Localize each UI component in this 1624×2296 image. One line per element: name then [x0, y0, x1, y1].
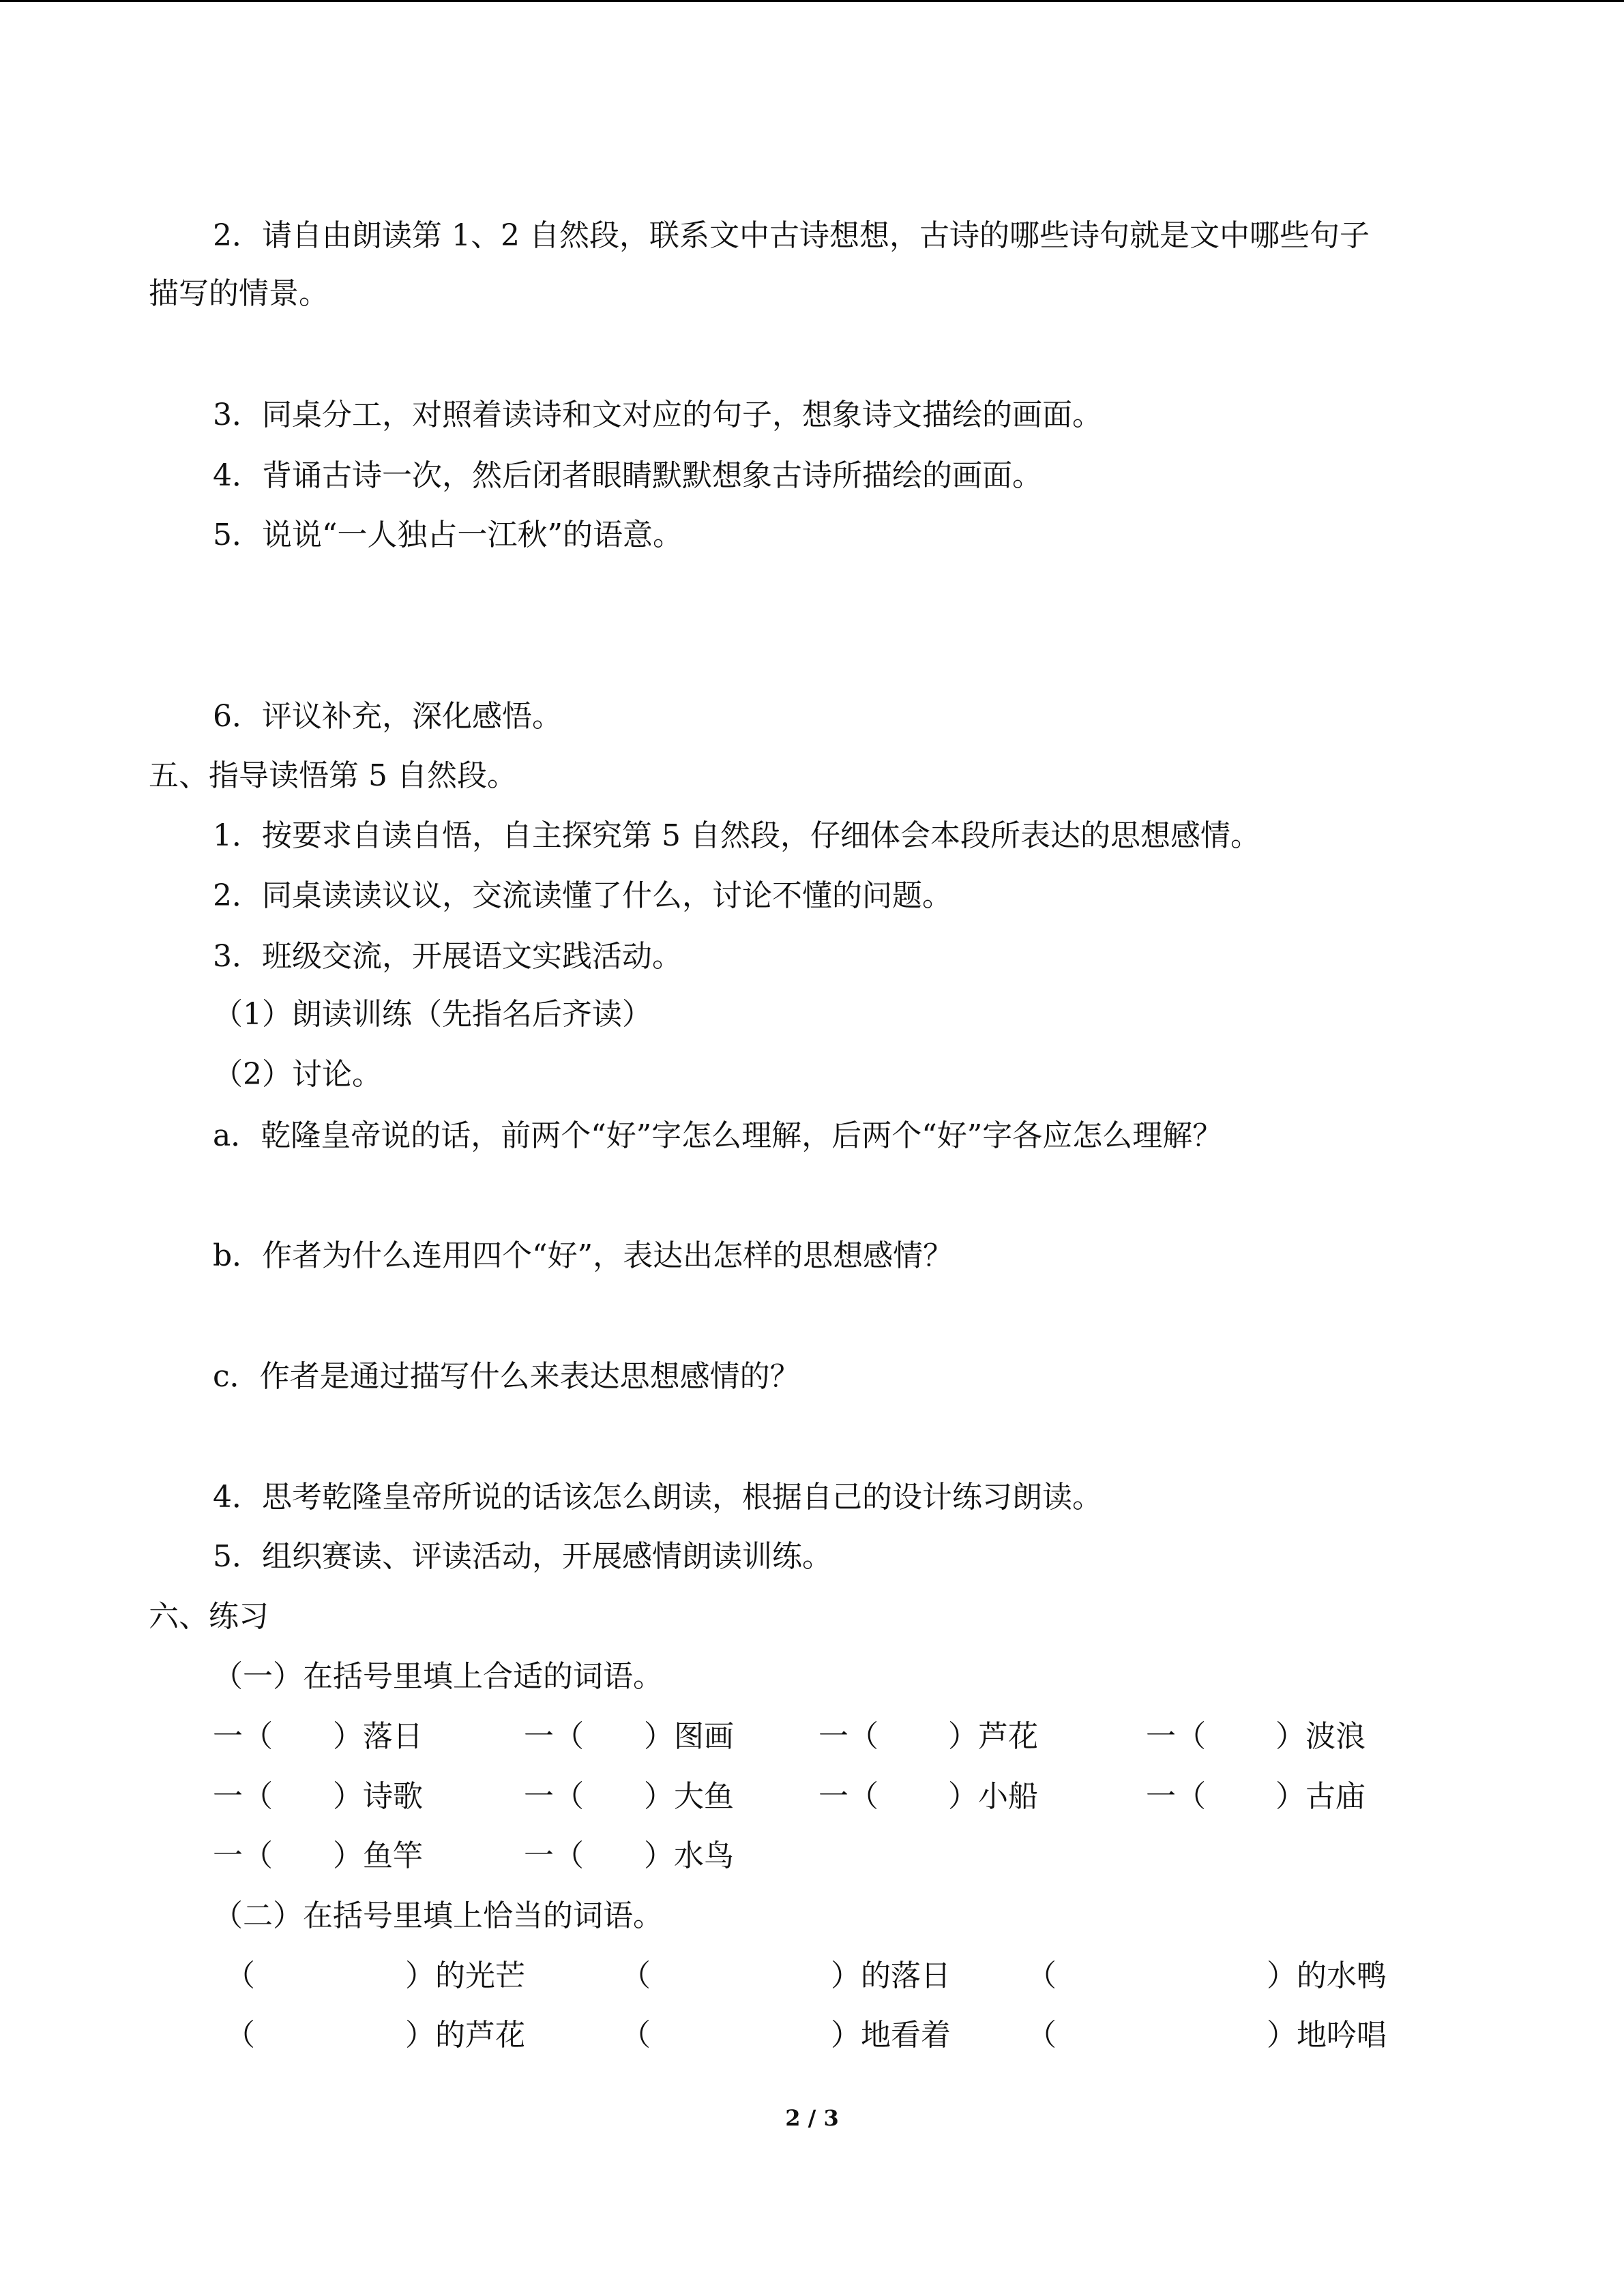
paragraph-line: 5．说说“一人独占一江秋”的语意。 — [213, 518, 683, 552]
fill-blank-item: 一（ ）诗歌 — [213, 1779, 423, 1814]
paragraph-line: 5．组织赛读、评读活动，开展感情朗读训练。 — [213, 1539, 832, 1574]
section-heading: 五、指导读悟第 5 自然段。 — [149, 758, 517, 793]
fill-blank-item: （ ）的水鸭 — [1027, 1958, 1387, 1993]
paragraph-line: （2）讨论。 — [213, 1057, 382, 1092]
fill-blank-item: 一（ ）图画 — [524, 1719, 734, 1754]
fill-blank-item: （ ）的芦花 — [225, 2018, 525, 2053]
page-number: 2 / 3 — [785, 2105, 839, 2131]
exercise-instruction: （二）在括号里填上恰当的词语。 — [213, 1898, 663, 1933]
paragraph-line: 3．同桌分工，对照着读诗和文对应的句子，想象诗文描绘的画面。 — [213, 398, 1102, 432]
paragraph-line: 6．评议补充，深化感悟。 — [213, 699, 562, 734]
paragraph-line: 2．请自由朗读第 1、2 自然段，联系文中古诗想想，古诗的哪些诗句就是文中哪些句子 — [213, 218, 1370, 253]
question-line: a．乾隆皇帝说的话，前两个“好”字怎么理解，后两个“好”字各应怎么理解？ — [213, 1118, 1223, 1153]
page-top-border — [0, 0, 1624, 2]
paragraph-line: 1．按要求自读自悟，自主探究第 5 自然段，仔细体会本段所表达的思想感情。 — [213, 818, 1260, 853]
fill-blank-item: 一（ ）小船 — [818, 1779, 1038, 1814]
fill-blank-item: （ ）的落日 — [621, 1958, 951, 1993]
question-line: c．作者是通过描写什么来表达思想感情的？ — [213, 1359, 800, 1394]
fill-blank-item: 一（ ）落日 — [213, 1719, 423, 1754]
fill-blank-item: 一（ ）古庙 — [1146, 1779, 1365, 1814]
fill-blank-item: 一（ ）波浪 — [1146, 1719, 1365, 1754]
paragraph-line: 描写的情景。 — [149, 276, 329, 311]
paragraph-line: 4．背诵古诗一次，然后闭者眼睛默默想象古诗所描绘的画面。 — [213, 458, 1042, 493]
fill-blank-item: 一（ ）鱼竿 — [213, 1838, 423, 1873]
fill-blank-item: 一（ ）芦花 — [818, 1719, 1038, 1754]
fill-blank-item: （ ）的光芒 — [225, 1958, 525, 1993]
fill-blank-item: （ ）地看着 — [621, 2018, 951, 2053]
fill-blank-item: 一（ ）大鱼 — [524, 1779, 734, 1814]
paragraph-line: 3．班级交流，开展语文实践活动。 — [213, 939, 682, 974]
paragraph-line: 4．思考乾隆皇帝所说的话该怎么朗读，根据自己的设计练习朗读。 — [213, 1480, 1102, 1515]
section-heading: 六、练习 — [149, 1599, 269, 1634]
question-line: b．作者为什么连用四个“好”，表达出怎样的思想感情？ — [213, 1238, 954, 1273]
fill-blank-item: 一（ ）水鸟 — [524, 1838, 734, 1873]
fill-blank-item: （ ）地吟唱 — [1027, 2018, 1387, 2053]
paragraph-line: 2．同桌读读议议，交流读懂了什么，讨论不懂的问题。 — [213, 878, 952, 913]
paragraph-line: （1）朗读训练（先指名后齐读） — [213, 997, 652, 1032]
exercise-instruction: （一）在括号里填上合适的词语。 — [213, 1659, 663, 1694]
